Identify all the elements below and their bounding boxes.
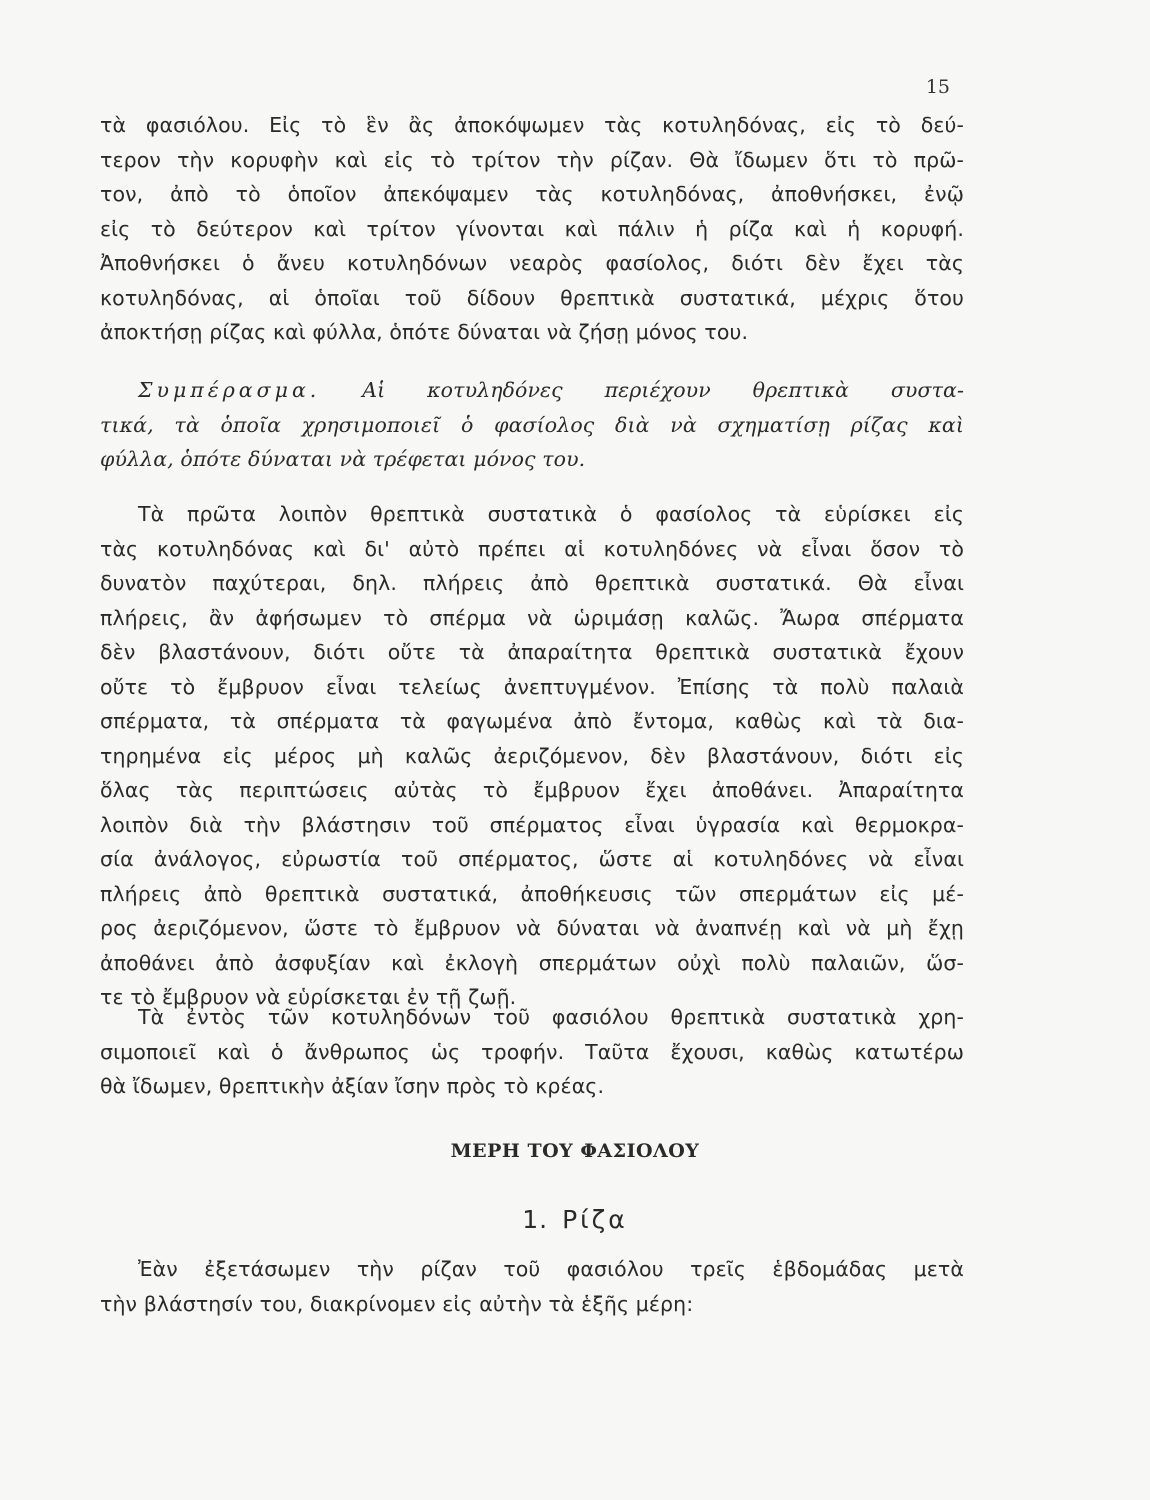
- conclusion-text: Αἱ κοτυληδόνες περιέχουν θρεπτικὰ συστα-: [362, 378, 965, 402]
- text-line: φύλλα, ὁπότε δύναται νὰ τρέφεται μόνος του.: [100, 447, 586, 471]
- paragraph-human-food: [100, 1000, 964, 1104]
- text-line: ὅλας τὰς περιπτώσεις αὐτὰς τὸ ἔμβρυον ἔχει ἀποθάνει. Ἀπαραίτητα: [100, 778, 964, 802]
- conclusion-label: Συμπέρασμα.: [138, 378, 321, 402]
- text-line: τον, ἀπὸ τὸ ὁποῖον ἀπεκόψαμεν τὰς κοτυληδόνας, ἀποθνήσκει, ἐνῷ: [100, 182, 964, 206]
- subsection-number: 1.: [522, 1205, 549, 1234]
- paragraph-cotyledon-experiment: [100, 108, 964, 350]
- text-line: τικά, τὰ ὁποῖα χρησιμοποιεῖ ὁ φασίολος διὰ νὰ σχηματίσῃ ρίζας καὶ: [100, 412, 964, 437]
- section-title: ΜΕΡΗ ΤΟΥ ΦΑΣΙΟΛΟΥ: [450, 1140, 700, 1162]
- subsection-label: Ρίζα: [562, 1205, 628, 1234]
- subsection-title: [0, 1205, 1150, 1234]
- text-line: τηρημένα εἰς μέρος μὴ καλῶς ἀεριζόμενον, δὲν βλαστάνουν, διότι εἰς: [100, 743, 964, 768]
- text-line: Τὰ πρῶτα λοιπὸν θρεπτικὰ συστατικὰ ὁ φασίολος τὰ εὑρίσκει εἰς: [138, 502, 964, 526]
- text-line: λοιπὸν διὰ τὴν βλάστησιν τοῦ σπέρματος εἶναι ὑγρασία καὶ θερμοκρα-: [100, 812, 964, 837]
- text-line: οὔτε τὸ ἔμβρυον εἶναι τελείως ἀνεπτυγμένον. Ἐπίσης τὰ πολὺ παλαιὰ: [100, 674, 964, 699]
- text-line: Ἀποθνήσκει ὁ ἄνευ κοτυληδόνων νεαρὸς φασίολος, διότι δὲν ἔχει τὰς: [100, 251, 964, 275]
- text-line: πλήρεις, ἂν ἀφήσωμεν τὸ σπέρμα νὰ ὡριμάσῃ καλῶς. Ἄωρα σπέρματα: [100, 605, 964, 630]
- text-line: σιμοποιεῖ καὶ ὁ ἄνθρωπος ὡς τροφήν. Ταῦτα ἔχουσι, καθὼς κατωτέρω: [100, 1039, 964, 1064]
- text-line: τε τὸ ἔμβρυον νὰ εὑρίσκεται ἐν τῇ ζωῇ.: [100, 985, 517, 1009]
- text-line: σία ἀνάλογος, εὐρωστία τοῦ σπέρματος, ὥστε αἱ κοτυληδόνες νὰ εἶναι: [100, 847, 964, 871]
- text-line: εἰς τὸ δεύτερον καὶ τρίτον γίνονται καὶ πάλιν ἡ ρίζα καὶ ἡ κορυφή.: [100, 216, 964, 241]
- text-line: πλήρεις ἀπὸ θρεπτικὰ συστατικά, ἀποθήκευσις τῶν σπερμάτων εἰς μέ-: [100, 881, 964, 906]
- text-line: Ἐὰν ἐξετάσωμεν τὴν ρίζαν τοῦ φασιόλου τρεῖς ἑβδομάδας μετὰ: [138, 1257, 964, 1281]
- text-line: ἀποθάνει ἀπὸ ἀσφυξίαν καὶ ἐκλογὴ σπερμάτων οὐχὶ πολὺ παλαιῶν, ὥσ-: [100, 950, 964, 975]
- text-line: θὰ ἴδωμεν, θρεπτικὴν ἀξίαν ἴσην πρὸς τὸ κρέας.: [100, 1074, 605, 1098]
- text-line: ρος ἀεριζόμενον, ὥστε τὸ ἔμβρυον νὰ δύναται νὰ ἀναπνέῃ καὶ νὰ μὴ ἔχῃ: [100, 916, 964, 940]
- paragraph-root-intro: [100, 1252, 964, 1321]
- text-line: [100, 373, 964, 408]
- text-line: τὰς κοτυληδόνας καὶ δι' αὐτὸ πρέπει αἱ κοτυληδόνες νὰ εἶναι ὅσον τὸ: [100, 536, 964, 561]
- page-number: 15: [925, 76, 950, 98]
- text-line: σπέρματα, τὰ σπέρματα τὰ φαγωμένα ἀπὸ ἔντομα, καθὼς καὶ τὰ δια-: [100, 709, 964, 733]
- text-line: ἀποκτήσῃ ρίζας καὶ φύλλα, ὁπότε δύναται νὰ ζήσῃ μόνος του.: [100, 320, 749, 344]
- text-line: τερον τὴν κορυφὴν καὶ εἰς τὸ τρίτον τὴν ρίζαν. Θὰ ἴδωμεν ὅτι τὸ πρῶ-: [100, 147, 964, 172]
- paragraph-nutrients: [100, 497, 964, 1015]
- text-line: Τὰ ἐντὸς τῶν κοτυληδόνων τοῦ φασιόλου θρεπτικὰ συστατικὰ χρη-: [138, 1005, 964, 1029]
- paragraph-conclusion: [100, 373, 964, 477]
- text-line: δυνατὸν παχύτεραι, δηλ. πλήρεις ἀπὸ θρεπτικὰ συστατικά. Θὰ εἶναι: [100, 571, 964, 595]
- text-line: δὲν βλαστάνουν, διότι οὔτε τὰ ἀπαραίτητα θρεπτικὰ συστατικὰ ἔχουν: [100, 640, 964, 664]
- text-line: τὰ φασιόλου. Εἰς τὸ ἓν ἂς ἀποκόψωμεν τὰς κοτυληδόνας, εἰς τὸ δεύ-: [100, 113, 964, 137]
- text-line: κοτυληδόνας, αἱ ὁποῖαι τοῦ δίδουν θρεπτικὰ συστατικά, μέχρις ὅτου: [100, 285, 964, 310]
- text-line: τὴν βλάστησίν του, διακρίνομεν εἰς αὐτὴν τὰ ἑξῆς μέρη:: [100, 1291, 694, 1316]
